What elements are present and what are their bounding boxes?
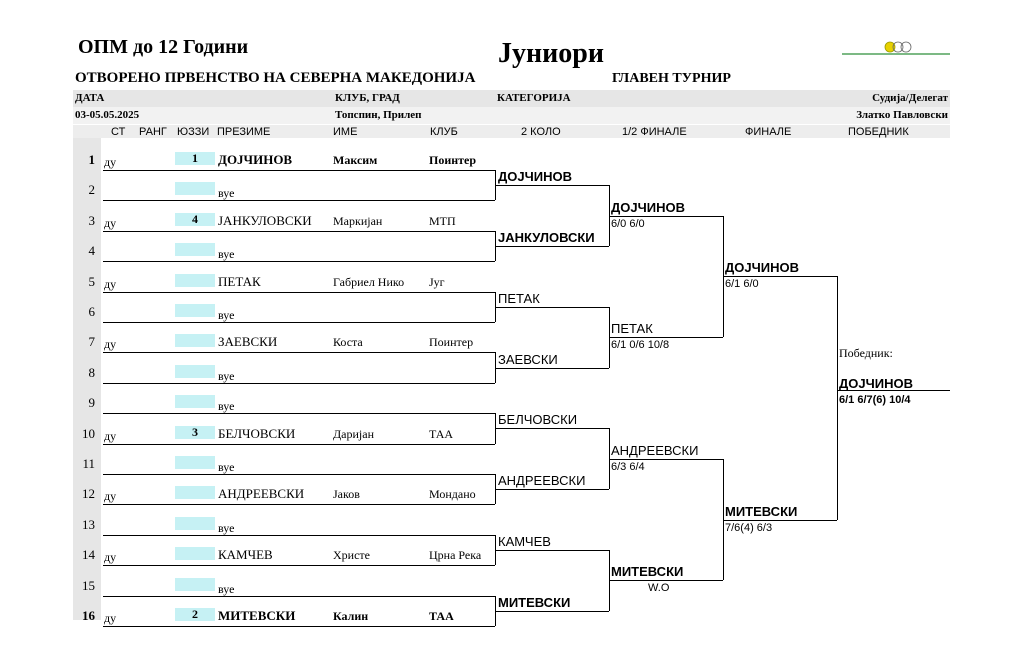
entry-line [103, 474, 495, 475]
row-number: 10 [82, 425, 95, 441]
row-number: 14 [82, 547, 95, 563]
col-final: ФИНАЛЕ [745, 126, 792, 138]
date-value: 03-05.05.2025 [75, 109, 140, 121]
category-title: Јуниори [498, 38, 604, 69]
entry-surname: БЕЛЧОВСКИ [218, 425, 296, 441]
quarterfinal-line [609, 337, 723, 338]
col-rank: РАНГ [139, 126, 167, 138]
round2-player: АНДРЕЕВСКИ [498, 473, 586, 489]
entry-club: МТП [429, 213, 456, 228]
entry-line [103, 535, 495, 536]
round2-line [495, 428, 609, 429]
entry-surname: ДОЈЧИНОВ [218, 152, 293, 167]
entry-line [103, 565, 495, 566]
col-winner: ПОБЕДНИК [848, 126, 909, 138]
entry-line [103, 292, 495, 293]
entry-club: ТАА [429, 426, 454, 441]
seed-cell [175, 426, 215, 439]
entry-surname: вуе [218, 308, 235, 322]
round2-player: ДОЈЧИНОВ [498, 169, 572, 185]
quarterfinal-player: АНДРЕЕВСКИ [611, 442, 699, 458]
entry-surname: ЗАЕВСКИ [218, 334, 278, 350]
row-number: 9 [88, 395, 95, 411]
seed-cell [175, 486, 215, 499]
entry-surname: КАМЧЕВ [218, 547, 273, 563]
draw-type: ГЛАВЕН ТУРНИР [612, 71, 731, 86]
date-label: ДАТА [75, 92, 105, 104]
entry-line [103, 352, 495, 353]
round2-line [495, 550, 609, 551]
seed-number: 4 [192, 211, 198, 226]
seed-cell [175, 578, 215, 591]
entry-club: Југ [429, 274, 445, 289]
entry-club: Поинтер [429, 153, 477, 167]
entry-status: ду [104, 611, 117, 625]
quarterfinal-score: 6/1 0/6 10/8 [611, 339, 670, 352]
entry-line [103, 170, 495, 171]
info-value-bar [73, 107, 950, 124]
entry-surname: вуе [218, 399, 235, 414]
entry-line [103, 626, 495, 627]
entry-status: ду [104, 489, 117, 504]
col-seed: ЮЗЗИ [177, 126, 210, 138]
quarterfinal-score: 6/3 6/4 [611, 460, 645, 473]
round2-player: МИТЕВСКИ [498, 594, 571, 610]
col-round2: 2 КОЛО [521, 126, 561, 138]
entry-surname: вуе [218, 247, 235, 262]
round2-line [495, 489, 609, 490]
quarterfinal-player: ДОЈЧИНОВ [611, 199, 685, 215]
seed-cell [175, 274, 215, 287]
entry-status: ду [104, 276, 117, 291]
row-number: 8 [88, 364, 95, 380]
round2-line [495, 368, 609, 369]
row-number: 5 [88, 273, 95, 289]
entry-status: ду [104, 215, 117, 230]
col-club: КЛУБ [430, 126, 458, 138]
row-number: 13 [82, 516, 95, 532]
entry-line [103, 200, 495, 201]
winner-line [837, 390, 950, 391]
col-st: СТ [111, 126, 126, 138]
entry-name: Маркијан [333, 213, 383, 228]
entry-name: Христе [333, 548, 370, 563]
seed-cell [175, 517, 215, 530]
info-label-bar [73, 90, 950, 107]
round2-line [495, 246, 609, 247]
semifinal-player: ДОЈЧИНОВ [725, 260, 799, 276]
quarterfinal-line [609, 459, 723, 460]
seed-cell [175, 182, 215, 195]
entry-surname: ПЕТАК [218, 273, 261, 289]
logo [842, 40, 950, 58]
row-number: 15 [82, 577, 95, 593]
winner-label: Победник: [839, 346, 893, 360]
entry-status: ду [104, 428, 117, 443]
row-number: 6 [88, 304, 95, 319]
entry-surname: вуе [218, 520, 235, 535]
entry-name: Максим [333, 153, 378, 167]
winner-name: ДОЈЧИНОВ [839, 376, 913, 391]
row-number: 3 [88, 212, 95, 228]
round2-line [495, 307, 609, 308]
seed-cell [175, 213, 215, 226]
entry-name: Коста [333, 335, 363, 350]
entry-name: Даријан [333, 426, 375, 441]
club-label: КЛУБ, ГРАД [335, 92, 400, 104]
entry-status: ду [104, 550, 117, 565]
semifinal-score: 7/6(4) 6/3 [725, 521, 773, 534]
row-number: 1 [88, 152, 95, 167]
row-number: 16 [82, 608, 95, 623]
row-number: 12 [82, 486, 95, 502]
quarterfinal-player: ПЕТАК [611, 321, 653, 337]
category-label: КАТЕГОРИЈА [497, 92, 571, 104]
entry-surname: вуе [218, 581, 235, 596]
round2-player: ПЕТАК [498, 290, 540, 306]
winner-score: 6/1 6/7(6) 10/4 [839, 394, 911, 406]
entry-line [103, 413, 495, 414]
entry-club: Мондано [429, 487, 476, 502]
entry-line [103, 231, 495, 232]
entry-club: Црна Река [429, 548, 482, 563]
entry-surname: вуе [218, 368, 235, 383]
seed-number: 1 [192, 151, 198, 165]
seed-cell [175, 456, 215, 469]
club-value: Топспин, Прилеп [335, 109, 422, 121]
seed-number: 2 [192, 607, 198, 621]
semifinal-score: 6/1 6/0 [725, 278, 759, 291]
col-name: ИМЕ [333, 126, 358, 138]
quarterfinal-player: МИТЕВСКИ [611, 564, 684, 580]
round2-player: КАМЧЕВ [498, 534, 551, 549]
seed-cell [175, 243, 215, 256]
seed-cell [175, 152, 215, 165]
seed-cell [175, 608, 215, 621]
entry-surname: вуе [218, 460, 235, 474]
entry-line [103, 444, 495, 445]
entry-line [103, 504, 495, 505]
seed-cell [175, 304, 215, 317]
round2-player: ЈАНКУЛОВСКИ [498, 230, 595, 245]
referee-value: Златко Павловски [856, 109, 948, 121]
entry-line [103, 261, 495, 262]
seed-cell [175, 395, 215, 408]
quarterfinal-score: W.O [648, 582, 670, 595]
entry-name: Јаков [333, 487, 360, 502]
semifinal-player: МИТЕВСКИ [725, 503, 798, 519]
seed-cell [175, 547, 215, 560]
col-surname: ПРЕЗИМЕ [217, 126, 271, 138]
round2-line [495, 185, 609, 186]
seed-cell [175, 365, 215, 378]
entry-club: Поинтер [429, 335, 474, 350]
page-title: ОПМ до 12 Години [78, 36, 249, 58]
tournament-name: ОТВОРЕНО ПРВЕНСТВО НА СЕВЕРНА МАКЕДОНИЈА [75, 70, 476, 86]
entry-name: Габриел Нико [333, 274, 405, 289]
entry-club: ТАА [429, 609, 454, 623]
round2-player: ЗАЕВСКИ [498, 351, 558, 367]
quarterfinal-score: 6/0 6/0 [611, 217, 645, 230]
entry-surname: ЈАНКУЛОВСКИ [218, 212, 312, 228]
seed-cell [175, 334, 215, 347]
row-number: 7 [88, 334, 95, 350]
semifinal-line [723, 520, 837, 521]
entry-surname: вуе [218, 186, 235, 201]
entry-line [103, 596, 495, 597]
entry-surname: АНДРЕЕВСКИ [218, 486, 305, 502]
round2-player: БЕЛЧОВСКИ [498, 412, 578, 428]
quarterfinal-line [609, 580, 723, 581]
semifinal-line [723, 276, 837, 277]
seed-number: 3 [192, 424, 198, 439]
row-number: 4 [88, 243, 95, 259]
entry-surname: МИТЕВСКИ [218, 608, 296, 623]
entry-line [103, 322, 495, 323]
row-number: 2 [88, 182, 95, 198]
referee-label: Судија/Делегат [872, 92, 948, 104]
quarterfinal-line [609, 216, 723, 217]
row-number: 11 [82, 456, 95, 471]
entry-status: ду [104, 155, 117, 169]
col-semifinal: 1/2 ФИНАЛЕ [622, 126, 687, 138]
final-connector [837, 276, 838, 519]
entry-line [103, 383, 495, 384]
round2-line [495, 611, 609, 612]
entry-name: Калин [333, 609, 369, 623]
entry-status: ду [104, 337, 117, 352]
